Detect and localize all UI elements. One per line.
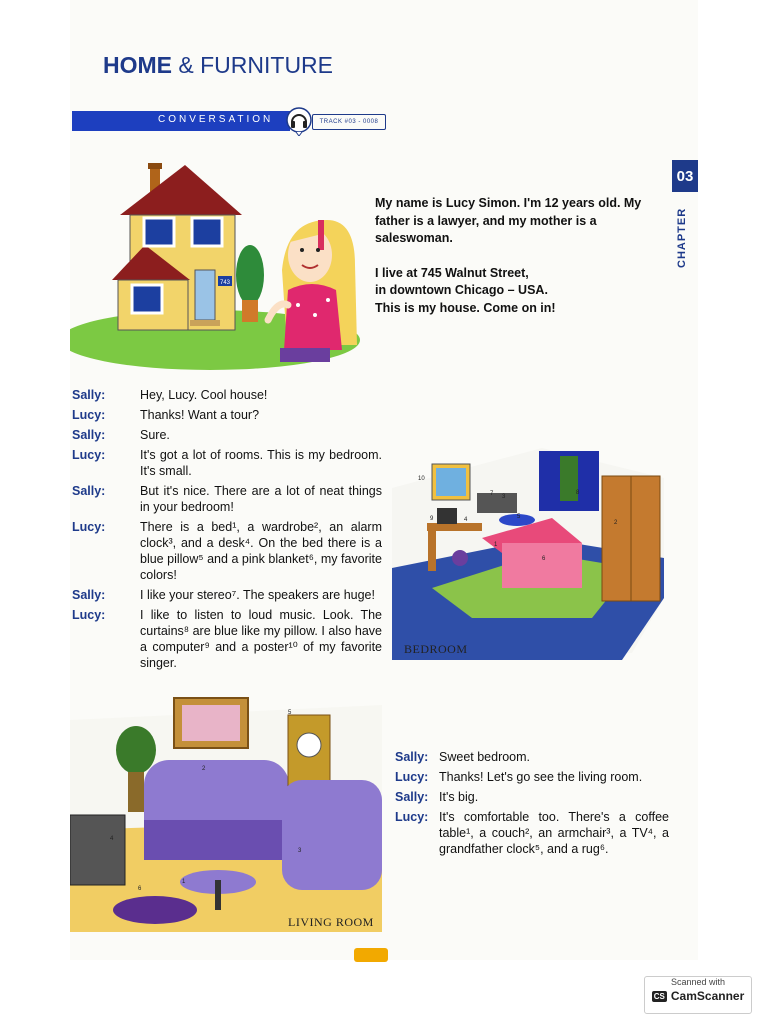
- bedroom-illustration: [392, 448, 664, 663]
- page-title: HOME & FURNITURE: [103, 52, 334, 78]
- bedroom-caption: BEDROOM: [404, 642, 468, 656]
- scanner-brand: CS CamScanner: [653, 989, 745, 1003]
- dialog-line: Sally: Sweet bedroom.: [395, 750, 531, 764]
- bedroom-label: 10: [418, 476, 425, 482]
- dialog-line: Sally: I like your stereo⁷. The speakers are huge!: [72, 588, 375, 602]
- dialog-line: Lucy: I like to listen to loud music. Look. The curtains⁸ are blue like my pillow. I also have a computer⁹ and a poster¹⁰ of my favorite singer.: [72, 608, 382, 670]
- track-label: TRACK #03 - 0008: [312, 114, 386, 130]
- bedroom-label: 3: [502, 494, 506, 500]
- chapter-tab: [672, 160, 700, 268]
- house-illustration: [70, 160, 365, 370]
- intro-text: [375, 195, 655, 334]
- dialog-line: Lucy: Thanks! Want a tour?: [72, 408, 260, 422]
- intro-paragraph: My name is Lucy Simon. I'm 12 years old. My father is a lawyer, and my mother is a saleswoman.: [375, 196, 642, 245]
- bedroom-label: 5: [517, 514, 521, 520]
- chapter-number: 03: [672, 160, 698, 192]
- dialog-line: Sally: But it's nice. There are a lot of neat things in your bedroom!: [72, 484, 382, 514]
- living-room-caption: LIVING ROOM: [288, 915, 374, 929]
- living-room-label: 2: [202, 766, 206, 772]
- dialog-line: Sally: Hey, Lucy. Cool house!: [72, 388, 268, 402]
- house-number-plate: 743: [219, 280, 231, 286]
- living-room-label: 4: [110, 836, 114, 842]
- bedroom-label: 8: [576, 490, 580, 496]
- living-room-illustration: [70, 690, 382, 932]
- living-room-label: 5: [288, 710, 292, 716]
- bedroom-label: 1: [494, 542, 498, 548]
- dialog-line: Lucy: It's comfortable too. There's a coffee table¹, a couch², an armchair³, a TV⁴, a grandfather clock⁵, and a rug⁶.: [395, 810, 669, 856]
- camscanner-watermark: [644, 976, 752, 1014]
- dialog-living-room: [395, 749, 669, 861]
- conversation-label: CONVERSATION: [158, 114, 274, 125]
- bedroom-label: 9: [430, 516, 434, 522]
- bedroom-label: 7: [490, 491, 494, 497]
- dialog-line: Sally: Sure.: [72, 428, 170, 442]
- headphones-icon: [286, 106, 312, 136]
- living-room-label: 6: [138, 886, 142, 892]
- dialog-line: Lucy: Thanks! Let's go see the living room.: [395, 770, 643, 784]
- address-paragraph: I live at 745 Walnut Street, in downtown Chicago – USA. This is my house. Come on in!: [375, 265, 556, 315]
- living-room-label: 1: [182, 879, 186, 885]
- dialog-line: Lucy: There is a bed¹, a wardrobe², an alarm clock³, and a desk⁴. On the bed there is a blue pillow⁵ and a pink blanket⁶, my favorite colors!: [72, 520, 382, 582]
- living-room-label: 3: [298, 848, 302, 854]
- bedroom-label: 4: [464, 517, 468, 523]
- bedroom-label: 6: [542, 556, 546, 562]
- dialog-line: Lucy: It's got a lot of rooms. This is my bedroom. It's small.: [72, 448, 382, 478]
- chapter-word: CHAPTER: [676, 207, 688, 268]
- camscanner-logo-icon: CS: [653, 991, 665, 1001]
- dialog-bedroom: [72, 387, 382, 675]
- publisher-logo: [354, 948, 388, 962]
- scanner-caption: Scanned with: [670, 977, 726, 987]
- bedroom-label: 2: [614, 520, 618, 526]
- dialog-line: Sally: It's big.: [395, 790, 479, 804]
